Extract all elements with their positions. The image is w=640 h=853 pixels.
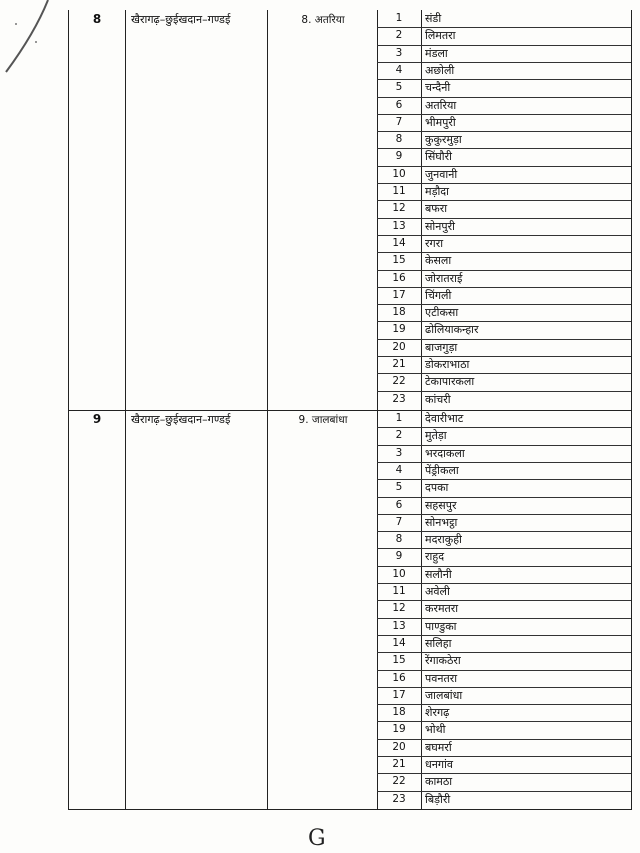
village-row [377,514,631,531]
row-divider [377,739,631,740]
row-divider [377,356,631,357]
village-number: 6 [395,498,403,511]
village-number: 17 [392,288,406,301]
village-row [377,200,631,217]
row-divider [377,687,631,688]
tehsil-name: खैरागढ़–छुईखदान–गण्डई [131,13,231,26]
row-divider [377,721,631,722]
row-divider [377,531,631,532]
village-number: 20 [392,340,406,353]
village-number: 9 [395,150,403,163]
village-row [377,462,631,479]
village-number: 1 [395,12,403,24]
village-number: 3 [395,446,403,459]
village-number: 16 [392,271,406,284]
row-divider [377,462,631,463]
village-number: 12 [392,202,406,215]
village-number: 5 [395,481,403,494]
village-number: 9 [395,550,403,563]
village-name: रगरा [425,236,444,250]
village-name: बिड़ौरी [425,792,451,806]
village-name: कुकुरमुड़ा [425,133,462,147]
village-number: 6 [395,98,403,111]
village-row [377,339,631,356]
village-row [377,791,631,808]
row-divider [377,79,631,80]
village-name: डोकराभाठा [425,358,470,371]
village-number: 1 [395,412,403,424]
village-row [377,583,631,600]
village-name: पाण्डुका [425,619,457,633]
village-row [377,62,631,79]
village-row [377,45,631,62]
row-divider [377,497,631,498]
village-number: 8 [395,533,403,546]
village-row [377,304,631,321]
village-name: बफरा [425,202,448,216]
village-name: मदराकुही [425,533,462,547]
village-name: कामठा [425,775,453,789]
row-divider [377,756,631,757]
row-divider [377,235,631,236]
village-name: टेकापारकला [425,375,475,389]
village-name: सिंघौरी [425,150,452,164]
village-name: सोनपुरी [425,219,455,233]
row-divider [377,600,631,601]
row-divider [377,373,631,374]
row-divider [377,583,631,584]
village-name: केसला [425,254,452,268]
village-number: 7 [395,115,403,128]
village-name: भरदाकला [425,446,465,460]
panchayat-block [69,10,631,410]
village-number: 19 [392,723,406,736]
village-name: मुतेड़ा [425,429,447,443]
village-name: भोथी [425,723,446,737]
village-number: 7 [395,515,403,528]
village-name: कांचरी [425,392,451,406]
village-number: 21 [392,358,406,370]
village-number: 18 [392,706,406,719]
village-name: जुनवानी [425,167,458,181]
row-divider [377,45,631,46]
row-divider [377,148,631,149]
village-name: सलौनी [425,567,452,581]
village-number: 15 [392,654,406,667]
village-name: ढोलियाकन्हार [425,323,479,337]
village-row [377,252,631,269]
village-number: 18 [392,306,406,319]
village-row [377,427,631,444]
village-name: रेंगाकठेरा [425,654,461,668]
village-name: दपका [425,481,449,495]
row-divider [377,704,631,705]
village-number: 4 [395,63,403,76]
row-divider [377,183,631,184]
village-name: मड़ौदा [425,185,450,198]
village-number: 10 [392,567,406,580]
village-number: 14 [392,636,406,649]
village-row [377,10,631,27]
block-serial: 9 [92,412,102,426]
village-name: लिमतरा [425,29,456,43]
village-name: देवारीभाट [425,412,464,425]
village-number: 4 [395,463,403,476]
village-row [377,27,631,44]
village-row [377,373,631,390]
village-row [377,270,631,287]
row-divider [377,200,631,201]
row-divider [377,427,631,428]
village-row [377,356,631,373]
row-divider [377,114,631,115]
row-divider [377,321,631,322]
village-number: 23 [392,392,406,405]
village-name: बाजगुड़ा [425,340,458,354]
row-divider [377,62,631,63]
row-divider [377,670,631,671]
village-number: 13 [392,219,406,232]
row-divider [377,566,631,567]
village-row [377,497,631,514]
village-name: बघमर्रा [425,740,452,754]
row-divider [377,791,631,792]
village-number: 17 [392,688,406,701]
village-number: 3 [395,46,403,59]
village-row [377,652,631,669]
footer-initial-mark: G [308,826,326,851]
village-row [377,391,631,408]
village-row [377,79,631,96]
panchayat-block [69,410,631,810]
village-name: एटीकसा [425,306,459,320]
village-number: 13 [392,619,406,632]
village-row [377,218,631,235]
village-name: अतरिया [425,98,457,112]
village-name: चन्दैनी [425,81,451,95]
village-name: करमतरा [425,602,459,616]
village-number: 20 [392,740,406,753]
village-number: 14 [392,236,406,249]
village-name: भीमपुरी [425,115,456,129]
village-number: 23 [392,792,406,805]
row-divider [377,287,631,288]
village-row [377,321,631,338]
village-name: सोनभट्ठा [425,515,458,529]
row-divider [377,270,631,271]
village-number: 10 [392,167,406,180]
village-row [377,183,631,200]
village-row [377,97,631,114]
row-divider [377,27,631,28]
village-number: 11 [392,185,406,197]
row-divider [377,479,631,480]
village-row [377,410,631,427]
village-row [377,687,631,704]
row-divider [377,131,631,132]
village-row [377,704,631,721]
panchayat-name: 8. अतरिया [301,14,345,26]
village-row [377,287,631,304]
row-divider [377,97,631,98]
village-name: धनगांव [425,758,454,771]
village-number: 12 [392,602,406,615]
row-divider [377,166,631,167]
village-number: 2 [395,429,403,442]
row-divider [377,339,631,340]
row-divider [377,548,631,549]
village-row [377,114,631,131]
row-divider [377,618,631,619]
village-name: चिंगली [425,288,452,302]
village-number: 15 [392,254,406,267]
village-row [377,635,631,652]
village-name: अवेली [425,585,450,598]
tehsil-name: खैरागढ़–छुईखदान–गण्डई [131,413,231,426]
row-divider [377,252,631,253]
village-number: 22 [392,775,406,788]
village-row [377,670,631,687]
village-name: संडी [425,12,442,25]
village-name: राहुद [425,550,445,564]
row-divider [377,391,631,392]
village-row [377,721,631,738]
row-divider [377,218,631,219]
row-divider [377,773,631,774]
village-name: अछोली [425,63,455,77]
village-row [377,756,631,773]
panchayat-name: 9. जालबांधा [298,414,348,426]
village-row [377,166,631,183]
row-divider [377,445,631,446]
row-divider [377,304,631,305]
village-name: सलिहा [425,636,452,650]
village-name: जालबांधा [425,688,463,702]
village-row [377,773,631,790]
village-number: 21 [392,758,406,770]
row-divider [377,514,631,515]
village-number: 16 [392,671,406,684]
row-divider [377,652,631,653]
village-row [377,548,631,565]
village-name: पवनतरा [425,671,458,685]
village-name: सहसपुर [425,498,457,512]
village-row [377,235,631,252]
village-name: जोरातराई [425,271,463,285]
village-row [377,618,631,635]
village-number: 5 [395,81,403,94]
village-number: 22 [392,375,406,388]
village-row [377,445,631,462]
village-row [377,479,631,496]
village-number: 2 [395,29,403,42]
village-number: 11 [392,585,406,597]
village-row [377,148,631,165]
block-serial: 8 [92,12,102,26]
village-name: मंडला [425,46,448,60]
village-name: शेरगढ़ [425,706,450,720]
row-divider [377,635,631,636]
village-number: 19 [392,323,406,336]
village-row [377,566,631,583]
village-row [377,131,631,148]
village-number: 8 [395,133,403,146]
village-name: पेंड्रीकला [425,463,459,477]
village-row [377,600,631,617]
village-row [377,739,631,756]
village-table [68,10,632,810]
village-row [377,531,631,548]
